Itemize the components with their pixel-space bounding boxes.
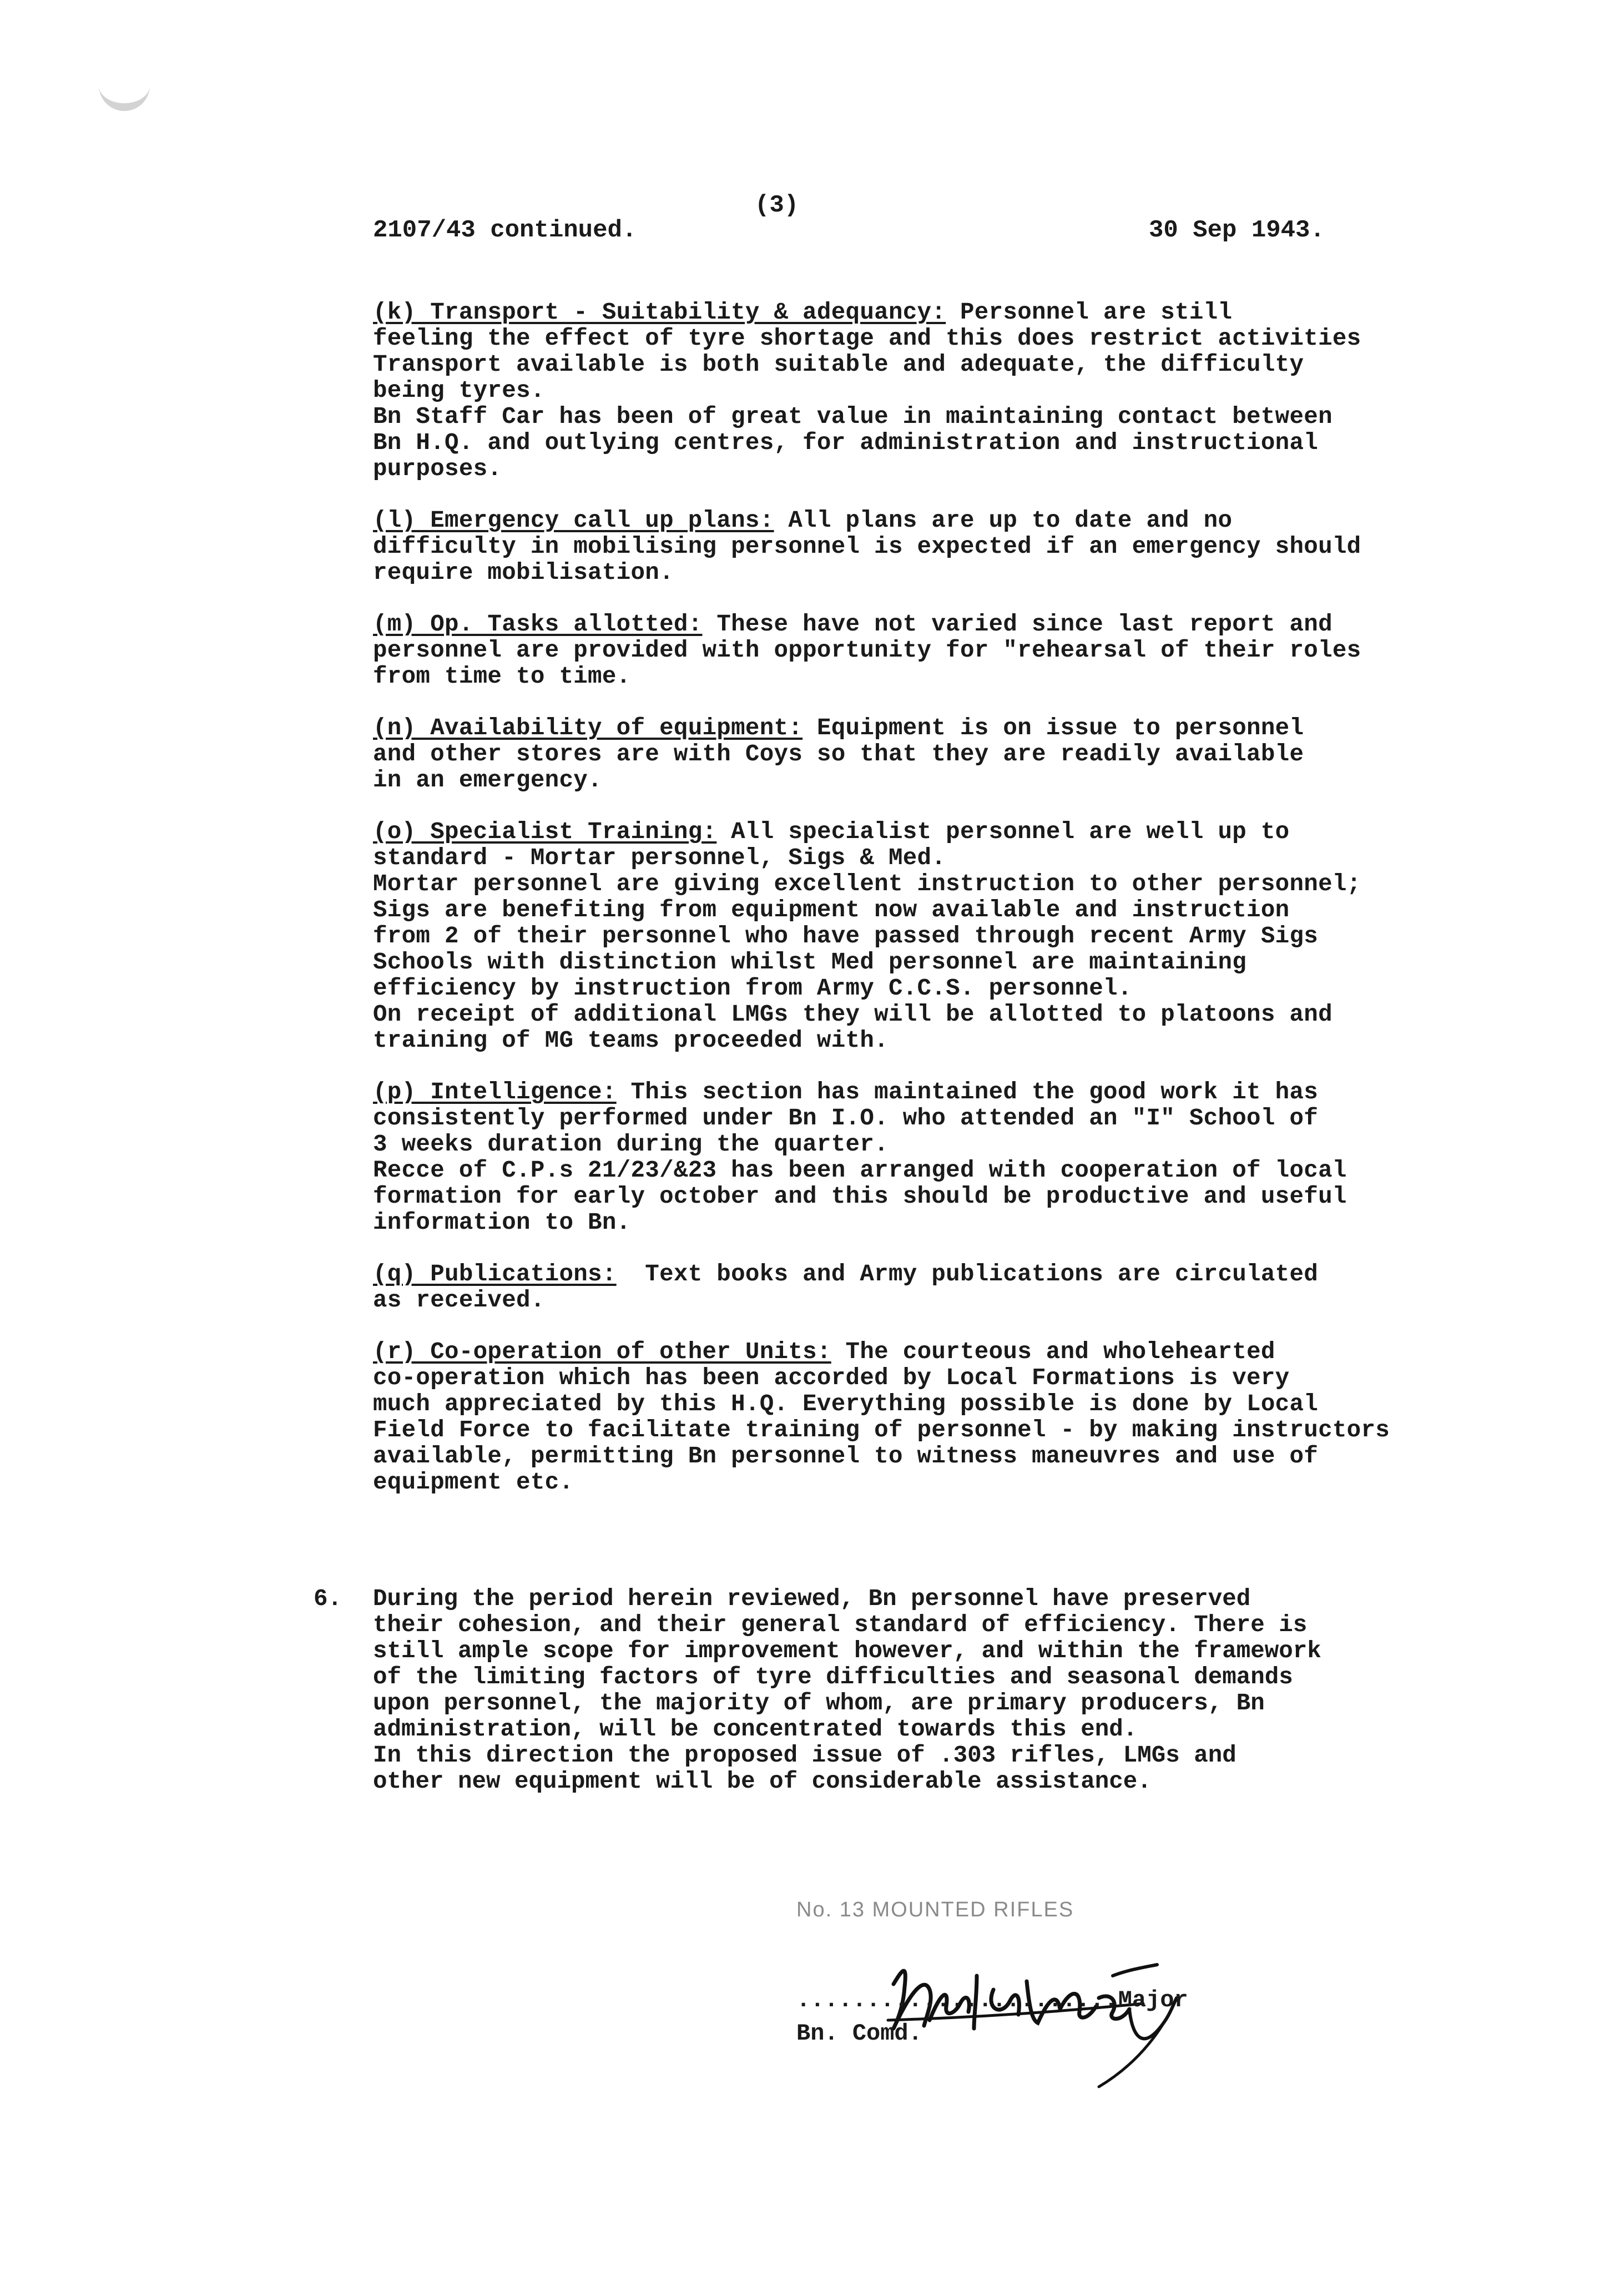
paragraph-line: consistently performed under Bn I.O. who attended an "I" School of [373,1105,1319,1132]
paragraph-heading: (m) Op. Tasks allotted: [373,611,703,638]
paragraph-line: Field Force to facilitate training of personnel - by making instructors [373,1417,1390,1444]
paragraph-line: Recce of C.P.s 21/23/&23 has been arranged with cooperation of local [373,1157,1347,1184]
paragraph-line: information to Bn. [373,1209,631,1236]
paragraph-line: Equipment is on issue to personnel [816,715,1304,741]
paragraph-line: feeling the effect of tyre shortage and this does restrict activities [373,325,1361,352]
paragraph-heading: (o) Specialist Training: [373,819,717,845]
paragraph-line: standard - Mortar personnel, Sigs & Med. [373,845,946,871]
paragraph-heading: (l) Emergency call up plans: [373,507,774,534]
paragraph-line: Transport available is both suitable and adequate, the difficulty [373,351,1304,378]
document-date: 30 Sep 1943. [1149,216,1325,244]
paragraph-q [373,1261,1494,1314]
paragraph-line: from time to time. [373,663,631,690]
paragraph-heading: (n) Availability of equipment: [373,715,803,741]
document-reference: 2107/43 continued. [373,216,637,244]
paragraph-heading: (r) Co-operation of other Units: [373,1339,831,1365]
paragraph-line: Bn H.Q. and outlying centres, for administration and instructional [373,430,1319,456]
paragraph-k [373,300,1494,482]
paragraph-heading: (p) Intelligence: [373,1079,617,1106]
paragraph-line: The courteous and wholehearted [845,1339,1275,1365]
signatory-rank: .Major [1104,1987,1188,2014]
paragraph-line: and other stores are with Coys so that they are readily available [373,741,1304,768]
signature-line [796,1987,1188,2014]
section-line: In this direction the proposed issue of .303 rifles, LMGs and [373,1742,1236,1769]
section-line: of the limiting factors of tyre difficulties and seasonal demands [373,1664,1293,1691]
paragraph-line: being tyres. [373,377,545,404]
paragraph-line: All specialist personnel are well up to [731,819,1290,845]
paragraph-line: in an emergency. [373,767,602,794]
paragraph-line: co-operation which has been accorded by Local Formations is very [373,1365,1290,1391]
section-body [373,1586,1321,1795]
paragraph-line: much appreciated by this H.Q. Everything possible is done by Local [373,1391,1319,1417]
section-line: their cohesion, and their general standard of efficiency. There is [373,1612,1308,1638]
signature-dots: ...................... [796,1987,1104,2014]
paragraph-line: All plans are up to date and no [788,507,1233,534]
paragraph-p [373,1079,1494,1236]
paragraph-line: Sigs are benefiting from equipment now available and instruction [373,897,1290,924]
paragraph-line: Text books and Army publications are circulated [645,1261,1319,1288]
report-body [373,300,1494,1521]
paragraph-line: personnel are provided with opportunity for "rehearsal of their roles [373,637,1361,664]
unit-stamp: No. 13 MOUNTED RIFLES [796,1898,1074,1921]
paragraph-heading: (q) Publications: [373,1261,617,1288]
section-line: still ample scope for improvement however, and within the framework [373,1638,1321,1664]
paragraph-line: require mobilisation. [373,559,674,586]
paragraph-line: Bn Staff Car has been of great value in maintaining contact between [373,403,1333,430]
paragraph-line: available, permitting Bn personnel to witness maneuvres and use of [373,1443,1319,1470]
paragraph-o [373,819,1494,1054]
paragraph-line: from 2 of their personnel who have passed through recent Army Sigs [373,923,1319,950]
paragraph-line: training of MG teams proceeded with. [373,1027,889,1054]
paragraph-line: formation for early october and this should be productive and useful [373,1183,1347,1210]
paragraph-line: These have not varied since last report and [716,611,1333,638]
paragraph-heading: (k) Transport - Suitability & adequancy: [373,299,946,326]
section-line: other new equipment will be of considerable assistance. [373,1768,1152,1795]
paragraph-line: equipment etc. [373,1469,574,1496]
section-line: administration, will be concentrated towards this end. [373,1716,1138,1743]
paragraph-line: Personnel are still [960,299,1233,326]
paragraph-line: as received. [373,1287,545,1314]
paragraph-line: On receipt of additional LMGs they will be allotted to platoons and [373,1001,1333,1028]
paragraph-line: efficiency by instruction from Army C.C.S. personnel. [373,975,1132,1002]
punch-hole-mark [99,71,150,111]
paragraph-line: 3 weeks duration during the quarter. [373,1131,889,1158]
paragraph-m [373,612,1494,690]
section-line: During the period herein reviewed, Bn personnel have preserved [373,1586,1251,1612]
paragraph-l [373,508,1494,586]
paragraph-n [373,715,1494,794]
paragraph-line: difficulty in mobilising personnel is expected if an emergency should [373,533,1361,560]
paragraph-line: Schools with distinction whilst Med personnel are maintaining [373,949,1247,976]
section-number: 6. [314,1586,342,1612]
paragraph-line: purposes. [373,456,502,482]
paragraph-r [373,1339,1494,1496]
page-number: (3) [755,191,799,219]
paragraph-line: Mortar personnel are giving excellent instruction to other personnel; [373,871,1361,897]
section-line: upon personnel, the majority of whom, are primary producers, Bn [373,1690,1265,1717]
paragraph-line: This section has maintained the good work it has [630,1079,1319,1106]
signatory-title: Bn. Comd. [796,2020,922,2047]
